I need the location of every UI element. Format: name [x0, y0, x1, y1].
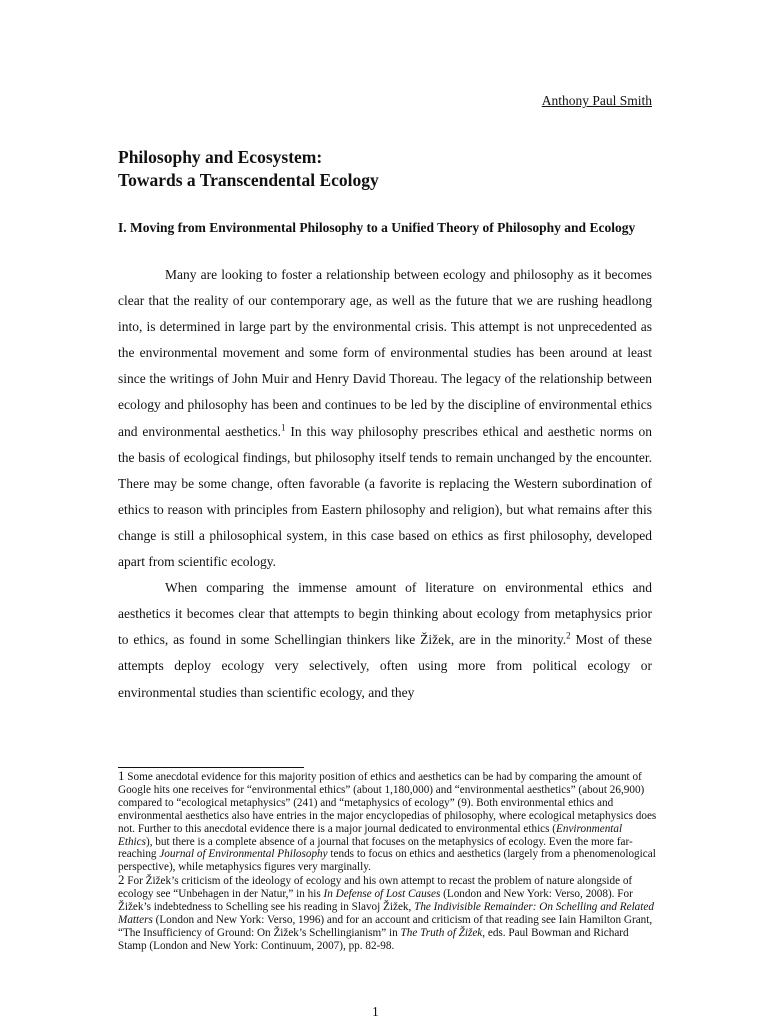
footnote-2-number: 2	[118, 872, 125, 888]
footnote-2-part-c: (London and New York: Verso, 1996) and for an account and criticism of that reading see Iain Hamilton Grant, “The Insufficiency of Ground: On Žižek’s Schellingianism” in	[118, 913, 653, 939]
title-line-2: Towards a Transcendental Ecology	[118, 170, 379, 190]
footnote-1-italic-1: Environmental Ethics	[118, 822, 623, 848]
footnote-1	[118, 770, 658, 874]
footnote-1-part-a: Some anecdotal evidence for this majority position of ethics and aesthetics can be had by comparing the amount of Google hits one receives for “environmental ethics” (about 1,180,000) and “environmental aesthetics” (about 26,900) compared to “ecological metaphysics” (241) and “metaphysics of ecology” (9). Both environmental ethics and environmental aesthetics also have entries in the major encyclopedias of philosophy, where ecological metaphysics does not. Further to this anecdotal evidence there is a major journal dedicated to environmental ethics (	[118, 771, 657, 835]
paragraph-2-part-a: When comparing the immense amount of literature on environmental ethics and aesthetics it becomes clear that attempts to begin thinking about ecology from metaphysics prior to ethics, as found in some Schellingian thinkers like Žižek, are in the minority.	[118, 580, 652, 648]
footnote-2-part-a: For Žižek’s criticism of the ideology of ecology and his own attempt to recast the problem of nature alongside of ecology see “Unbehagen in der Natur,” in his	[118, 875, 633, 901]
section-heading: I. Moving from Environmental Philosophy to a Unified Theory of Philosophy and Ecology	[118, 220, 636, 235]
footnote-1-number: 1	[118, 768, 125, 783]
footnote-ref-2[interactable]: 2	[566, 630, 571, 641]
footnote-2-italic-3: The Truth of Žižek	[400, 926, 483, 939]
paragraph-2	[118, 575, 652, 705]
footnote-2-part-d: , eds. Paul Bowman and Richard Stamp (London and New York: Continuum, 2007), pp. 82-98.	[118, 926, 629, 952]
footnote-2	[118, 874, 658, 952]
footnote-1-part-c: tends to focus on ethics and aesthetics (largely from a phenomenological perspective), while metaphysics figures very marginally.	[118, 848, 656, 874]
footnote-ref-1[interactable]: 1	[281, 422, 286, 433]
footnote-2-italic-2: The Indivisible Remainder: On Schelling and Related Matters	[118, 901, 654, 926]
footnote-2-italic-1: In Defense of Lost Causes	[323, 888, 441, 901]
paragraph-1	[118, 262, 652, 575]
footnotes	[118, 770, 658, 953]
body-text	[118, 262, 652, 706]
title-line-1: Philosophy and Ecosystem:	[118, 147, 323, 167]
footnote-divider	[118, 767, 304, 768]
author-name: Anthony Paul Smith	[541, 93, 652, 108]
paragraph-2-part-b: Most of these attempts deploy ecology very selectively, often using more from political ecology or environmental studies than scientific ecology, and they	[118, 632, 652, 700]
paper-title	[118, 146, 658, 192]
footnote-1-part-b: ), but there is a complete absence of a journal that focuses on the metaphysics of ecology. Even the more far-reaching	[118, 835, 633, 861]
footnote-2-part-b: (London and New York: Verso, 2008). For Žižek’s indebtedness to Schelling see his reading in Slavoj Žižek,	[118, 888, 633, 914]
paragraph-1-part-b: In this way philosophy prescribes ethical and aesthetic norms on the basis of ecological findings, but philosophy itself tends to remain unchanged by the encounter. There may be some change, often favorable (a favorite is replacing the Western subordination of ethics to reason with principles from Eastern philosophy and religion), but what remains after this change is still a philosophical system, in this case based on ethics as first philosophy, developed apart from scientific ecology.	[118, 423, 652, 570]
footnote-1-italic-2: Journal of Environmental Philosophy	[159, 848, 328, 861]
paragraph-1-part-a: Many are looking to foster a relationship between ecology and philosophy as it becomes clear that the reality of our contemporary age, as well as the future that we are rushing headlong into, is determined in large part by the environmental crisis. This attempt is not unprecedented as the environmental movement and some form of environmental studies has been around at least since the writings of John Muir and Henry David Thoreau. The legacy of the relationship between ecology and philosophy has been and continues to be led by the discipline of environmental ethics and environmental aesthetics.	[118, 267, 652, 439]
page-number: 1	[372, 1004, 379, 1019]
